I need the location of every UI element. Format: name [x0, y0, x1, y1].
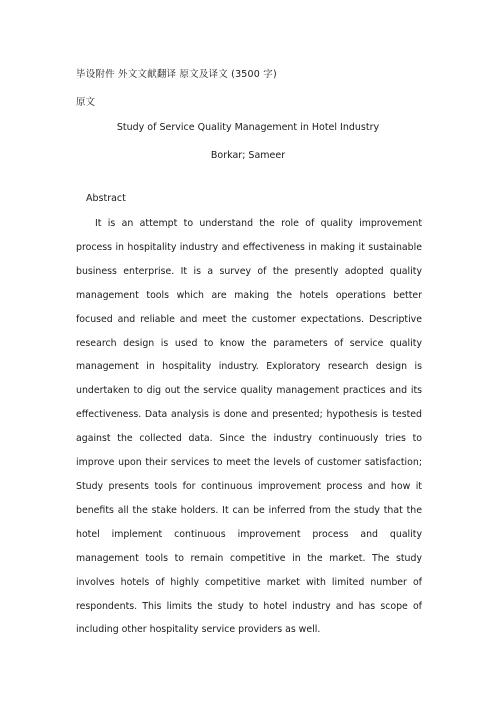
original-text-label: 原文	[76, 97, 96, 108]
article-author: Borkar; Sameer	[210, 150, 286, 161]
article-title: Study of Service Quality Management in Hotel Industry	[116, 122, 380, 133]
abstract-paragraph: It is an attempt to understand the role of quality improvement process in hospitality industry and effectiveness in making it sustainable business enterprise. It is a survey of the presently adopted quality management tools which are making the hotels operations better focused and reliable and meet the customer expectations. Descriptive research design is used to know the parameters of service quality management in hospitality industry. Exploratory research design is undertaken to dig out the service quality management practices and its effectiveness. Data analysis is done and presented; hypothesis is tested against the collected data. Since the industry continuously tries to improve upon their services to meet the levels of customer satisfaction; Study presents tools for continuous improvement process and how it benefits all the stake holders. It can be inferred from the study that the hotel implement continuous improvement process and quality management tools to remain competitive in the market. The study involves hotels of highly competitive market with limited number of respondents. This limits the study to hotel industry and has scope of including other hospitality service providers as well.	[76, 218, 422, 636]
abstract-heading: Abstract	[86, 193, 126, 204]
appendix-header: 毕设附件 外文文献翻译 原文及译文 (3500 字)	[76, 69, 277, 80]
